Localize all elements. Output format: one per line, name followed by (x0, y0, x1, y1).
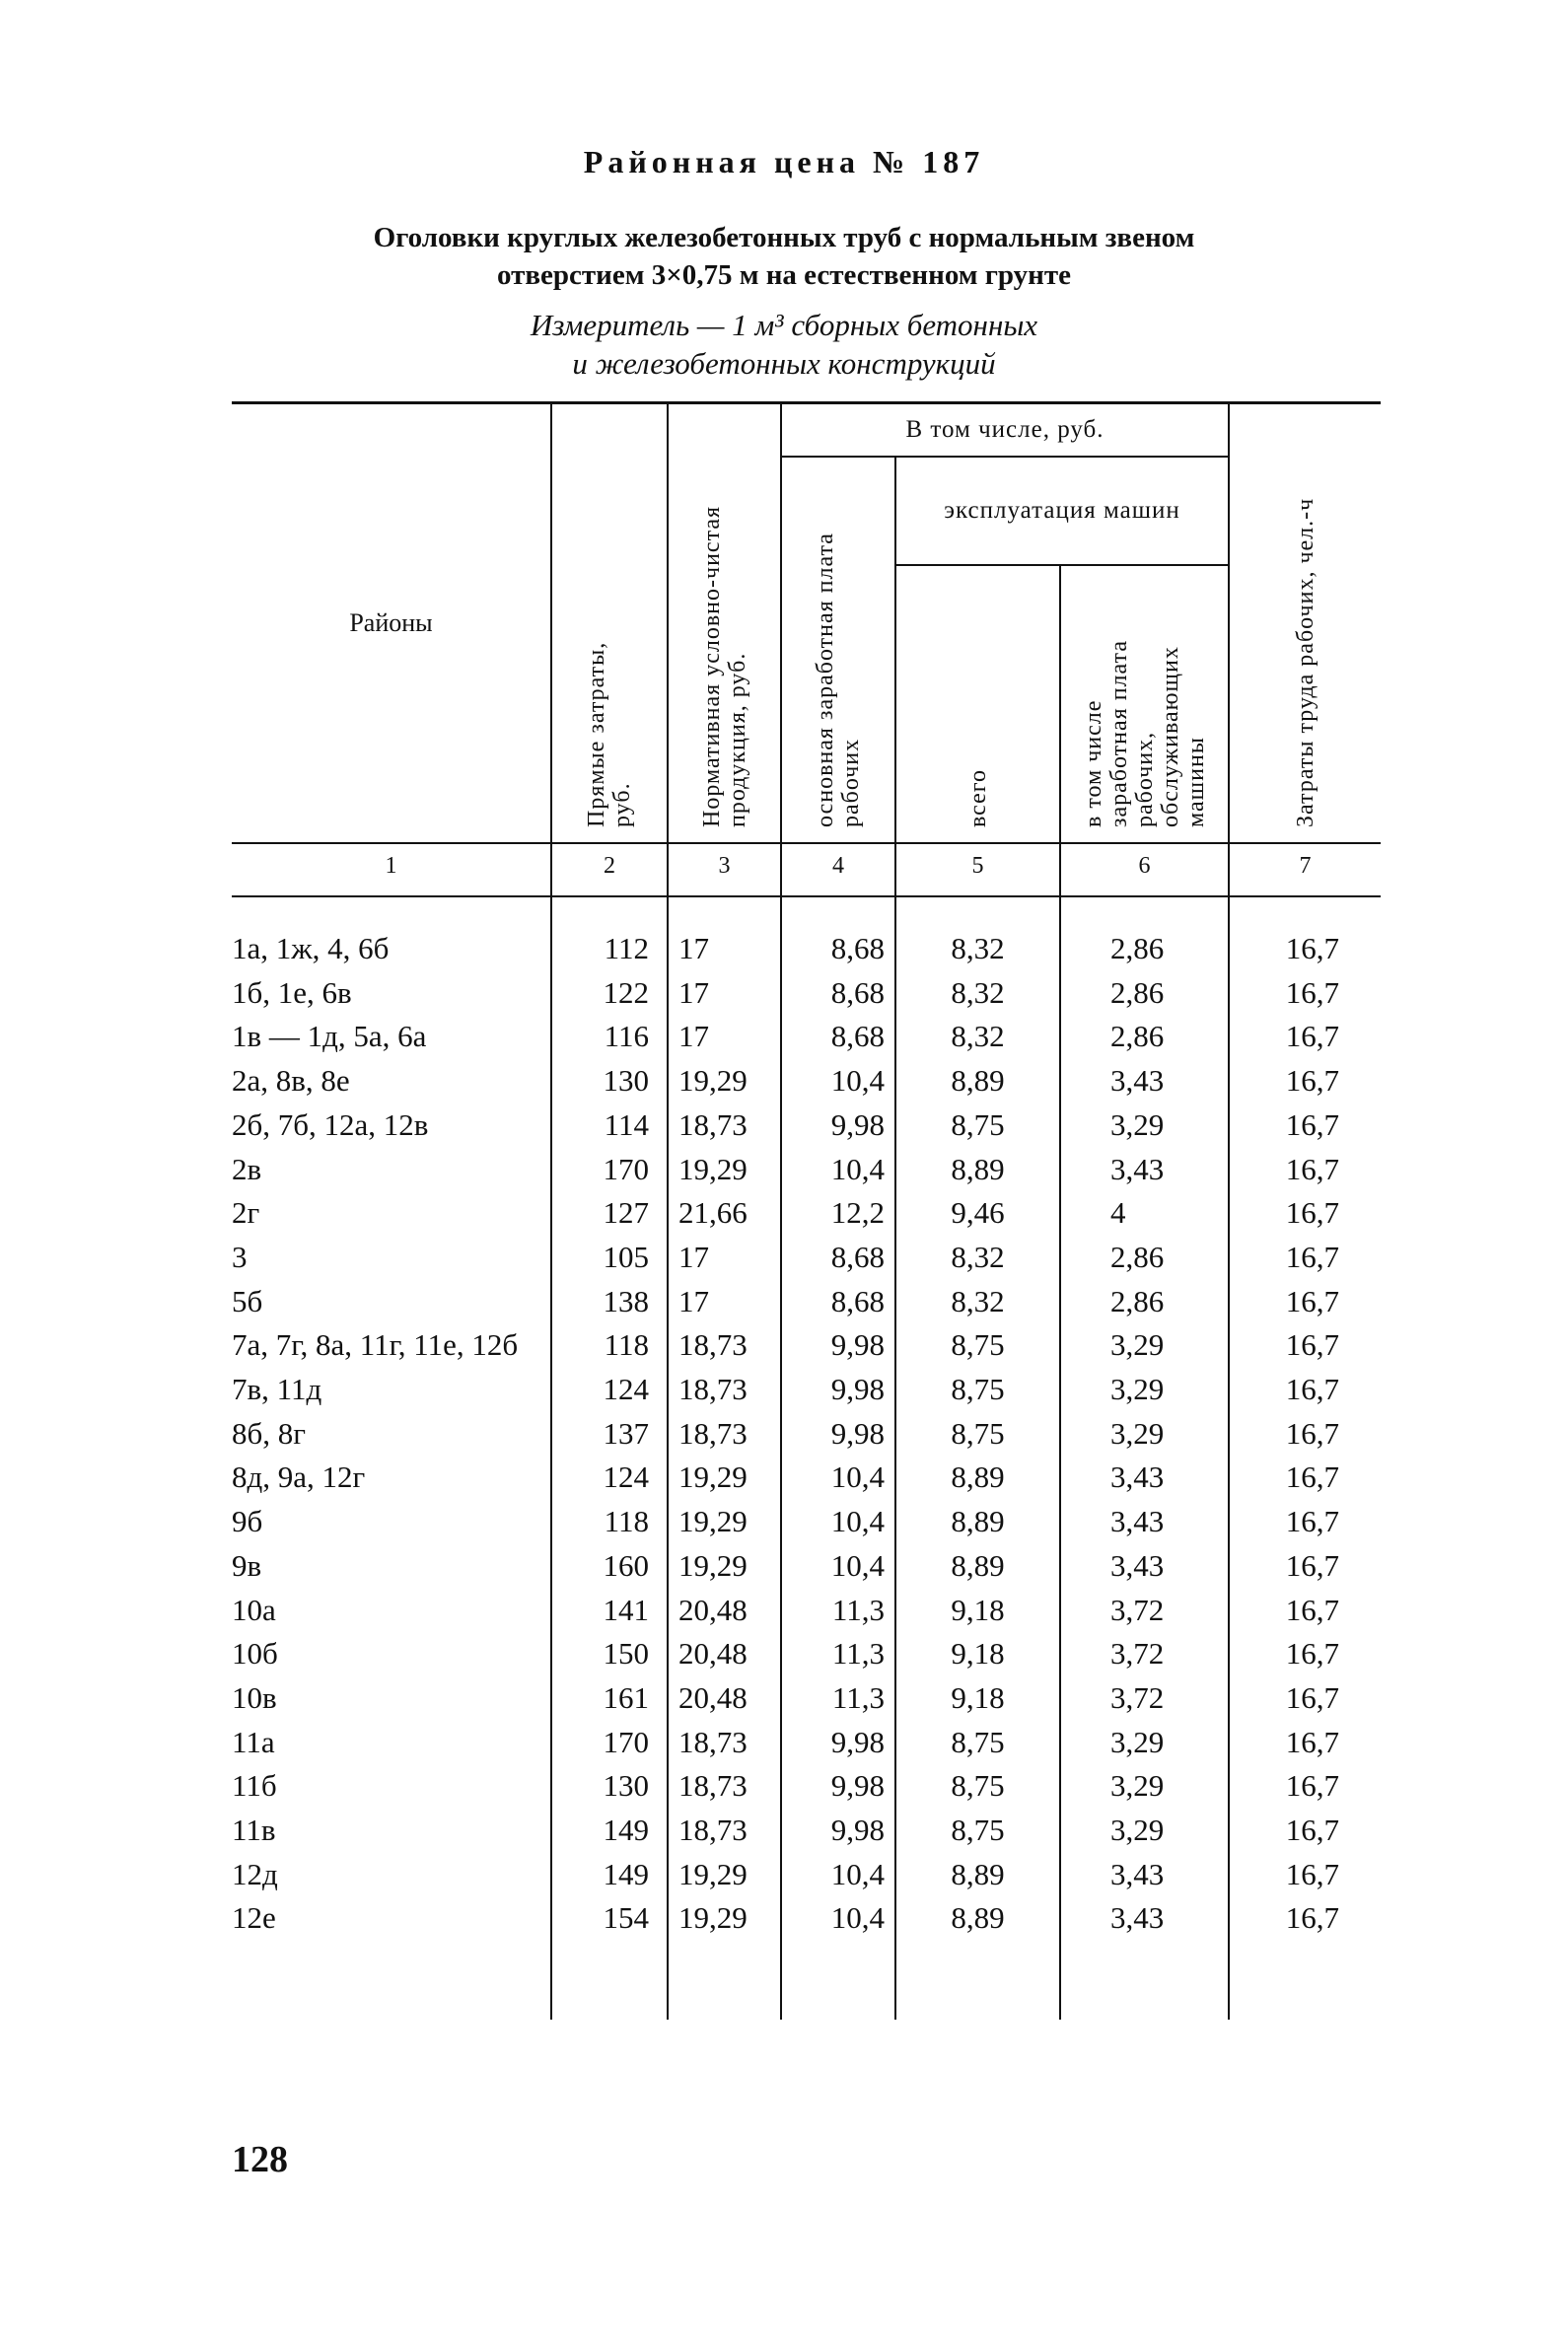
table-row (232, 971, 1381, 1016)
cell-machines-total: 8,89 (895, 1544, 1060, 1589)
cell-machine-wage: 2,86 (1060, 1280, 1229, 1324)
cell-machine-wage: 3,43 (1060, 1896, 1229, 1941)
cell-machine-wage: 3,43 (1060, 1148, 1229, 1192)
table-row (232, 1015, 1381, 1059)
cell-base-wage: 9,98 (781, 1809, 895, 1853)
cell-direct-costs: 141 (551, 1589, 668, 1633)
cell-region: 2в (232, 1151, 262, 1186)
column-number: 3 (668, 843, 781, 896)
cell-net-output: 18,73 (668, 1764, 781, 1809)
cell-machines-total: 8,32 (895, 971, 1060, 1016)
table-row (232, 1544, 1381, 1589)
cell-labor: 16,7 (1229, 1412, 1381, 1457)
column-number: 1 (232, 843, 551, 896)
cell-base-wage: 11,3 (781, 1632, 895, 1676)
cell-labor: 16,7 (1229, 1059, 1381, 1103)
cell-region: 2г (232, 1195, 260, 1231)
cell-machines-total: 8,32 (895, 927, 1060, 971)
cell-machine-wage: 3,29 (1060, 1412, 1229, 1457)
cell-base-wage: 10,4 (781, 1544, 895, 1589)
cell-base-wage: 9,98 (781, 1412, 895, 1457)
cell-net-output: 19,29 (668, 1148, 781, 1192)
cell-machine-wage: 4 (1060, 1191, 1229, 1236)
table-row (232, 1368, 1381, 1412)
table-row (232, 1280, 1381, 1324)
cell-base-wage: 9,98 (781, 1323, 895, 1368)
cell-net-output: 19,29 (668, 1456, 781, 1500)
cell-machine-wage: 2,86 (1060, 971, 1229, 1016)
cell-direct-costs: 124 (551, 1456, 668, 1500)
cell-machines-total: 8,32 (895, 1280, 1060, 1324)
cell-direct-costs: 122 (551, 971, 668, 1016)
cell-region: 11б (232, 1768, 277, 1804)
table-row (232, 1148, 1381, 1192)
cell-region: 10в (232, 1679, 277, 1715)
cell-machines-total: 8,89 (895, 1148, 1060, 1192)
cell-region: 11в (232, 1813, 276, 1848)
cell-machine-wage: 3,43 (1060, 1500, 1229, 1544)
cell-machines-total: 8,32 (895, 1015, 1060, 1059)
column-number: 6 (1060, 843, 1229, 896)
cell-base-wage: 8,68 (781, 1236, 895, 1280)
cell-base-wage: 8,68 (781, 927, 895, 971)
cell-labor: 16,7 (1229, 971, 1381, 1016)
cell-direct-costs: 137 (551, 1412, 668, 1457)
cell-base-wage: 10,4 (781, 1148, 895, 1192)
header-direct-costs-text: Прямые затраты, руб. (584, 641, 635, 827)
cell-labor: 16,7 (1229, 1456, 1381, 1500)
cell-direct-costs: 105 (551, 1236, 668, 1280)
cell-region: 7а, 7г, 8а, 11г, 11е, 12б (232, 1327, 519, 1363)
cell-net-output: 17 (668, 1280, 781, 1324)
cell-region: 2б, 7б, 12а, 12в (232, 1106, 429, 1142)
cell-direct-costs: 112 (551, 927, 668, 971)
cell-labor: 16,7 (1229, 1809, 1381, 1853)
cell-net-output: 18,73 (668, 1412, 781, 1457)
cell-net-output: 18,73 (668, 1103, 781, 1148)
column-number: 5 (895, 843, 1060, 896)
table-row (232, 1632, 1381, 1676)
cell-base-wage: 9,98 (781, 1103, 895, 1148)
table-row (232, 1103, 1381, 1148)
cell-base-wage: 8,68 (781, 971, 895, 1016)
column-number: 2 (551, 843, 668, 896)
cell-region: 5б (232, 1283, 263, 1318)
cell-net-output: 17 (668, 927, 781, 971)
table-body (232, 896, 1381, 2020)
cell-net-output: 19,29 (668, 1853, 781, 1897)
cell-net-output: 18,73 (668, 1323, 781, 1368)
cell-labor: 16,7 (1229, 1236, 1381, 1280)
header-total-text: всего (964, 768, 991, 827)
cell-machines-total: 8,75 (895, 1323, 1060, 1368)
cell-net-output: 19,29 (668, 1544, 781, 1589)
measure-line-2: и железобетонных конструкций (572, 346, 996, 381)
cell-labor: 16,7 (1229, 1721, 1381, 1765)
cell-direct-costs: 149 (551, 1809, 668, 1853)
cell-labor: 16,7 (1229, 1103, 1381, 1148)
cell-direct-costs: 138 (551, 1280, 668, 1324)
cell-machines-total: 8,32 (895, 1236, 1060, 1280)
cell-labor: 16,7 (1229, 1764, 1381, 1809)
cell-base-wage: 11,3 (781, 1676, 895, 1721)
cell-net-output: 17 (668, 1236, 781, 1280)
table-row (232, 1764, 1381, 1809)
header-labor-text: Затраты труда рабочих, чел.-ч (1292, 497, 1319, 827)
cell-base-wage: 12,2 (781, 1191, 895, 1236)
table-row (232, 1323, 1381, 1368)
cell-machines-total: 8,75 (895, 1103, 1060, 1148)
subtitle-line-1: Оголовки круглых железобетонных труб с нормальным звеном (373, 222, 1195, 253)
cell-labor: 16,7 (1229, 1280, 1381, 1324)
cell-base-wage: 9,98 (781, 1721, 895, 1765)
cell-direct-costs: 170 (551, 1721, 668, 1765)
table-row (232, 1412, 1381, 1457)
table-row (232, 1809, 1381, 1853)
table-row (232, 1500, 1381, 1544)
table-row (232, 1456, 1381, 1500)
header-net-output-text: Нормативная условно-чистая продукция, руб. (698, 505, 750, 827)
header-regions: Районы (232, 403, 551, 844)
cell-machine-wage: 3,72 (1060, 1676, 1229, 1721)
cell-net-output: 19,29 (668, 1896, 781, 1941)
cell-net-output: 18,73 (668, 1809, 781, 1853)
cell-base-wage: 10,4 (781, 1500, 895, 1544)
cell-machines-total: 8,89 (895, 1853, 1060, 1897)
cell-net-output: 20,48 (668, 1589, 781, 1633)
table-row (232, 1721, 1381, 1765)
cell-region: 9в (232, 1547, 262, 1583)
column-number: 7 (1229, 843, 1381, 896)
header-machine-operation: эксплуатация машин (895, 457, 1229, 565)
cell-direct-costs: 118 (551, 1323, 668, 1368)
cell-direct-costs: 118 (551, 1500, 668, 1544)
cell-machine-wage: 2,86 (1060, 927, 1229, 971)
subtitle (0, 219, 1568, 294)
cell-labor: 16,7 (1229, 1544, 1381, 1589)
cell-labor: 16,7 (1229, 927, 1381, 971)
column-number: 4 (781, 843, 895, 896)
cell-machine-wage: 3,29 (1060, 1368, 1229, 1412)
cell-direct-costs: 116 (551, 1015, 668, 1059)
cell-machine-wage: 2,86 (1060, 1236, 1229, 1280)
cell-net-output: 20,48 (668, 1676, 781, 1721)
header-direct-costs (551, 403, 668, 844)
page-number: 128 (232, 2139, 288, 2180)
cell-machines-total: 8,75 (895, 1809, 1060, 1853)
cell-direct-costs: 130 (551, 1764, 668, 1809)
table-row (232, 1853, 1381, 1897)
cell-labor: 16,7 (1229, 1632, 1381, 1676)
cell-machine-wage: 3,43 (1060, 1456, 1229, 1500)
table-row (232, 1589, 1381, 1633)
cell-base-wage: 9,98 (781, 1764, 895, 1809)
cell-net-output: 18,73 (668, 1368, 781, 1412)
cell-direct-costs: 124 (551, 1368, 668, 1412)
cell-machine-wage: 3,43 (1060, 1544, 1229, 1589)
cell-base-wage: 10,4 (781, 1853, 895, 1897)
page-title: Районная цена № 187 (583, 144, 985, 179)
cell-machines-total: 9,46 (895, 1191, 1060, 1236)
price-table (232, 401, 1381, 2020)
cell-net-output: 19,29 (668, 1059, 781, 1103)
cell-region: 1а, 1ж, 4, 6б (232, 931, 390, 965)
cell-region: 12е (232, 1900, 276, 1936)
cell-machine-wage: 3,43 (1060, 1059, 1229, 1103)
cell-region: 9б (232, 1504, 263, 1539)
cell-direct-costs: 127 (551, 1191, 668, 1236)
cell-machines-total: 9,18 (895, 1589, 1060, 1633)
header-total (895, 565, 1060, 843)
header-base-wage-text: основная заработная плата рабочих (813, 533, 864, 827)
cell-machine-wage: 3,29 (1060, 1721, 1229, 1765)
cell-machines-total: 8,75 (895, 1721, 1060, 1765)
cell-labor: 16,7 (1229, 1015, 1381, 1059)
cell-direct-costs: 150 (551, 1632, 668, 1676)
cell-net-output: 17 (668, 971, 781, 1016)
cell-machine-wage: 3,29 (1060, 1764, 1229, 1809)
cell-direct-costs: 154 (551, 1896, 668, 1941)
table-row (232, 927, 1381, 971)
cell-region: 1б, 1е, 6в (232, 974, 352, 1010)
cell-base-wage: 10,4 (781, 1456, 895, 1500)
cell-direct-costs: 149 (551, 1853, 668, 1897)
cell-machines-total: 8,75 (895, 1412, 1060, 1457)
cell-direct-costs: 130 (551, 1059, 668, 1103)
cell-machine-wage: 3,72 (1060, 1589, 1229, 1633)
table-row (232, 1059, 1381, 1103)
cell-labor: 16,7 (1229, 1148, 1381, 1192)
cell-net-output: 17 (668, 1015, 781, 1059)
header-machine-wage-text: в том числе заработная плата рабочих, обслуживающих машины (1080, 640, 1209, 827)
cell-labor: 16,7 (1229, 1853, 1381, 1897)
table-row (232, 1676, 1381, 1721)
cell-machine-wage: 3,29 (1060, 1809, 1229, 1853)
cell-machine-wage: 3,43 (1060, 1853, 1229, 1897)
cell-labor: 16,7 (1229, 1896, 1381, 1941)
cell-region: 11а (232, 1724, 275, 1759)
cell-region: 2а, 8в, 8е (232, 1063, 350, 1099)
cell-region: 1в — 1д, 5а, 6а (232, 1019, 427, 1054)
measure-line-1: Измеритель — 1 м³ сборных бетонных (530, 308, 1038, 342)
table-row (232, 1896, 1381, 1941)
cell-region: 8д, 9а, 12г (232, 1459, 366, 1495)
cell-net-output: 18,73 (668, 1721, 781, 1765)
cell-direct-costs: 170 (551, 1148, 668, 1192)
cell-region: 10б (232, 1636, 278, 1672)
cell-labor: 16,7 (1229, 1323, 1381, 1368)
cell-machines-total: 9,18 (895, 1632, 1060, 1676)
cell-machines-total: 9,18 (895, 1676, 1060, 1721)
cell-base-wage: 10,4 (781, 1896, 895, 1941)
cell-base-wage: 8,68 (781, 1280, 895, 1324)
cell-machine-wage: 3,29 (1060, 1323, 1229, 1368)
cell-region: 3 (232, 1239, 248, 1274)
cell-direct-costs: 114 (551, 1103, 668, 1148)
cell-base-wage: 10,4 (781, 1059, 895, 1103)
cell-machines-total: 8,75 (895, 1368, 1060, 1412)
cell-labor: 16,7 (1229, 1191, 1381, 1236)
cell-region: 12д (232, 1856, 278, 1891)
header-including: В том числе, руб. (781, 403, 1229, 458)
cell-machines-total: 8,75 (895, 1764, 1060, 1809)
cell-region: 10а (232, 1592, 276, 1627)
cell-labor: 16,7 (1229, 1500, 1381, 1544)
header-machine-wage (1060, 565, 1229, 843)
cell-machines-total: 8,89 (895, 1456, 1060, 1500)
measure-unit (0, 306, 1568, 383)
cell-labor: 16,7 (1229, 1676, 1381, 1721)
header-base-wage (781, 457, 895, 843)
header-labor (1229, 403, 1381, 844)
header-net-output (668, 403, 781, 844)
cell-net-output: 20,48 (668, 1632, 781, 1676)
cell-labor: 16,7 (1229, 1368, 1381, 1412)
cell-direct-costs: 161 (551, 1676, 668, 1721)
cell-machines-total: 8,89 (895, 1500, 1060, 1544)
cell-region: 7в, 11д (232, 1372, 322, 1407)
cell-machines-total: 8,89 (895, 1059, 1060, 1103)
cell-labor: 16,7 (1229, 1589, 1381, 1633)
cell-base-wage: 9,98 (781, 1368, 895, 1412)
subtitle-line-2: отверстием 3×0,75 м на естественном грунте (496, 259, 1072, 291)
cell-machine-wage: 3,29 (1060, 1103, 1229, 1148)
cell-direct-costs: 160 (551, 1544, 668, 1589)
cell-machine-wage: 2,86 (1060, 1015, 1229, 1059)
cell-machines-total: 8,89 (895, 1896, 1060, 1941)
cell-base-wage: 8,68 (781, 1015, 895, 1059)
cell-base-wage: 11,3 (781, 1589, 895, 1633)
table-row (232, 1236, 1381, 1280)
cell-region: 8б, 8г (232, 1415, 306, 1451)
table-row (232, 1191, 1381, 1236)
cell-net-output: 21,66 (668, 1191, 781, 1236)
cell-net-output: 19,29 (668, 1500, 781, 1544)
cell-machine-wage: 3,72 (1060, 1632, 1229, 1676)
